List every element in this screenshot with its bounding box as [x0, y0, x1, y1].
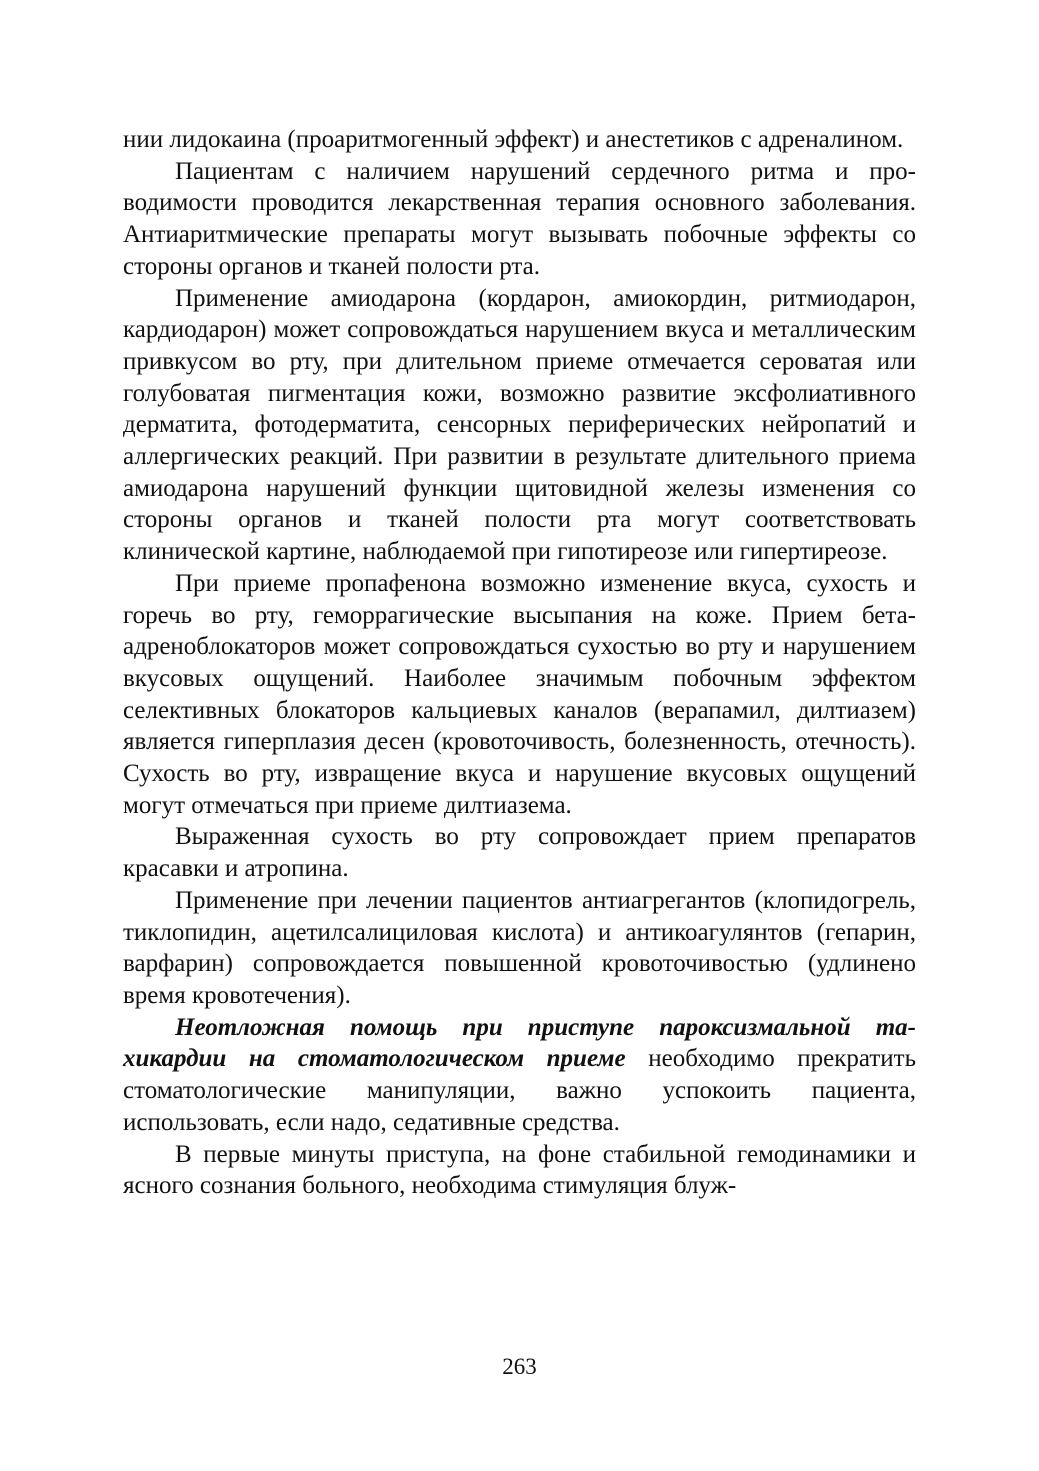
- paragraph-5: Выраженная сухость во рту сопровождает прием препаратов красавки и атропина.: [123, 823, 916, 883]
- paragraph-7: [123, 1012, 916, 1139]
- paragraph-6: Применение при лечении пациентов антиагрегантов (клопидогрель, тиклопидин, ацетилсалициловая кислота) и антикоагулянтов (гепарин, варфарин) сопровождается повышенной кровоточивостью (удлинено время кровотечения).: [123, 886, 916, 1009]
- emphasized-heading: Неотложная помощь при приступе пароксизмальной тахикардии на стоматологическом приеме: [123, 1013, 916, 1073]
- page-number: 263: [502, 1354, 537, 1379]
- page-body: [123, 124, 916, 1202]
- paragraph-7-text: необходимо прекратить стоматологические манипуляции, важно успокоить пациента, использовать, если надо, седативные средства.: [123, 1045, 916, 1136]
- paragraph-8: В первые минуты приступа, на фоне стабильной гемодинамики и ясного сознания больного, необходима стимуляция блуж-: [123, 1140, 916, 1200]
- paragraph-4: При приеме пропафенона возможно изменение вкуса, сухость и горечь во рту, геморрагические высыпания на коже. Прием бета-адреноблокаторов может сопровождаться сухостью во рту и нарушением вкусовых ощущений. Наиболее значимым побочным эффектом селективных блокаторов кальциевых каналов (верапамил, дилтиазем) является гиперплазия десен (кровоточивость, болезненность, отечность). Сухость во рту, извращение вкуса и нарушение вкусовых ощущений могут отмечаться при приеме дилтиазема.: [123, 569, 916, 819]
- paragraph-2: Пациентам с наличием нарушений сердечного ритма и проводимости проводится лекарственная терапия основного заболевания. Антиаритмические препараты могут вызывать побочные эффекты со стороны органов и тканей полости рта.: [123, 157, 916, 280]
- paragraph-3: Применение амиодарона (кордарон, амиокордин, ритмиодарон, кардиодарон) может сопровождаться нарушением вкуса и металлическим привкусом во рту, при длительном приеме отмечается сероватая или голубоватая пигментация кожи, возможно развитие эксфолиативного дерматита, фотодерматита, сенсорных периферических нейропатий и аллергических реакций. При развитии в результате длительного приема амиодарона нарушений функции щитовидной железы изменения со стороны органов и тканей полости рта могут соответствовать клинической картине, наблюдаемой при гипотиреозе или гипертиреозе.: [123, 284, 916, 566]
- paragraph-1: нии лидокаина (проаритмогенный эффект) и анестетиков с адреналином.: [123, 126, 904, 153]
